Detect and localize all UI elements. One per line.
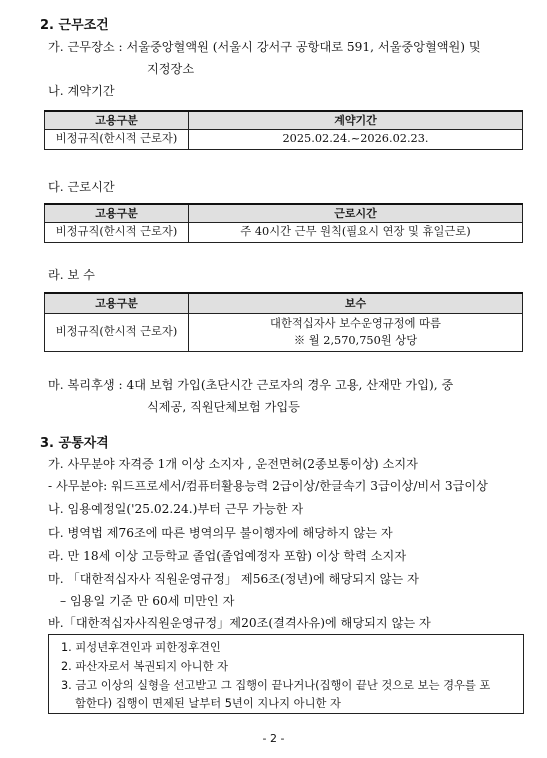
list-item: 2. 파산자로서 복권되지 아니한 자 (61, 660, 229, 673)
contract-period-label: 나. 계약기간 (48, 84, 115, 98)
pay-rule-text: 대한적십자사 보수운영규정에 따름 (270, 317, 441, 330)
table-header: 보수 (189, 293, 523, 313)
table-header: 고용구분 (45, 204, 189, 222)
workplace-line-2: 지정장소 (147, 62, 195, 76)
table-cell: 비정규직(한시적 근로자) (45, 313, 189, 351)
qualification-line: 다. 병역법 제76조에 따른 병역의무 불이행자에 해당하지 않는 자 (48, 526, 393, 540)
table-cell: 주 40시간 근무 원칙(필요시 연장 및 휴일근로) (189, 222, 523, 242)
pay-amount-text: ※ 월 2,570,750원 상당 (293, 334, 418, 347)
qualification-line: 라. 만 18세 이상 고등학교 졸업(졸업예정자 포함) 이상 학력 소지자 (48, 549, 407, 563)
table-header: 계약기간 (189, 111, 523, 129)
table-cell: 2025.02.24.~2026.02.23. (189, 129, 523, 149)
pay-table (44, 292, 523, 352)
workplace-line-1: 가. 근무장소 : 서울중앙혈액원 (서울시 강서구 공항대로 591, 서울중앙혈액원) 및 (48, 40, 481, 54)
table-cell: 비정규직(한시적 근로자) (45, 222, 189, 242)
page-number: - 2 - (262, 732, 285, 745)
qualification-line: - 사무분야: 워드프로세서/컴퓨터활용능력 2급이상/한글속기 3급이상/비서 3급이상 (48, 479, 488, 493)
list-item: 함한다) 집행이 면제된 날부터 5년이 지나지 아니한 자 (75, 697, 341, 710)
qualification-line: 바.「대한적십자사직원운영규정」제20조(결격사유)에 해당되지 않는 자 (48, 616, 431, 630)
table-header: 고용구분 (45, 111, 189, 129)
qualification-line: – 임용일 기준 만 60세 미만인 자 (60, 594, 235, 608)
table-cell: 비정규직(한시적 근로자) (45, 129, 189, 149)
working-hours-table (44, 203, 523, 243)
section-2-heading: 2. 근무조건 (40, 18, 109, 33)
disqualification-box (48, 634, 524, 714)
list-item: 3. 금고 이상의 실형을 선고받고 그 집행이 끝나거나(집행이 끝난 것으로 보는 경우를 포 (61, 679, 491, 692)
table-header: 고용구분 (45, 293, 189, 313)
list-item: 1. 피성년후견인과 피한정후견인 (61, 641, 221, 654)
table-header: 근로시간 (189, 204, 523, 222)
section-3-heading: 3. 공통자격 (40, 436, 109, 451)
working-hours-label: 다. 근로시간 (48, 180, 115, 194)
qualification-line: 마. 「대한적십자사 직원운영규정」 제56조(정년)에 해당되지 않는 자 (48, 572, 419, 586)
pay-label: 라. 보 수 (48, 268, 95, 282)
qualification-line: 가. 사무분야 자격증 1개 이상 소지자 , 운전면허(2종보통이상) 소지자 (48, 457, 418, 471)
table-cell-pay (189, 313, 523, 351)
benefits-line-1: 마. 복리후생 : 4대 보험 가입(초단시간 근로자의 경우 고용, 산재만 가입), 중 (48, 378, 454, 392)
qualification-line: 나. 임용예정일('25.02.24.)부터 근무 가능한 자 (48, 502, 304, 516)
benefits-line-2: 식제공, 직원단체보험 가입등 (147, 400, 300, 414)
contract-period-table (44, 110, 523, 150)
